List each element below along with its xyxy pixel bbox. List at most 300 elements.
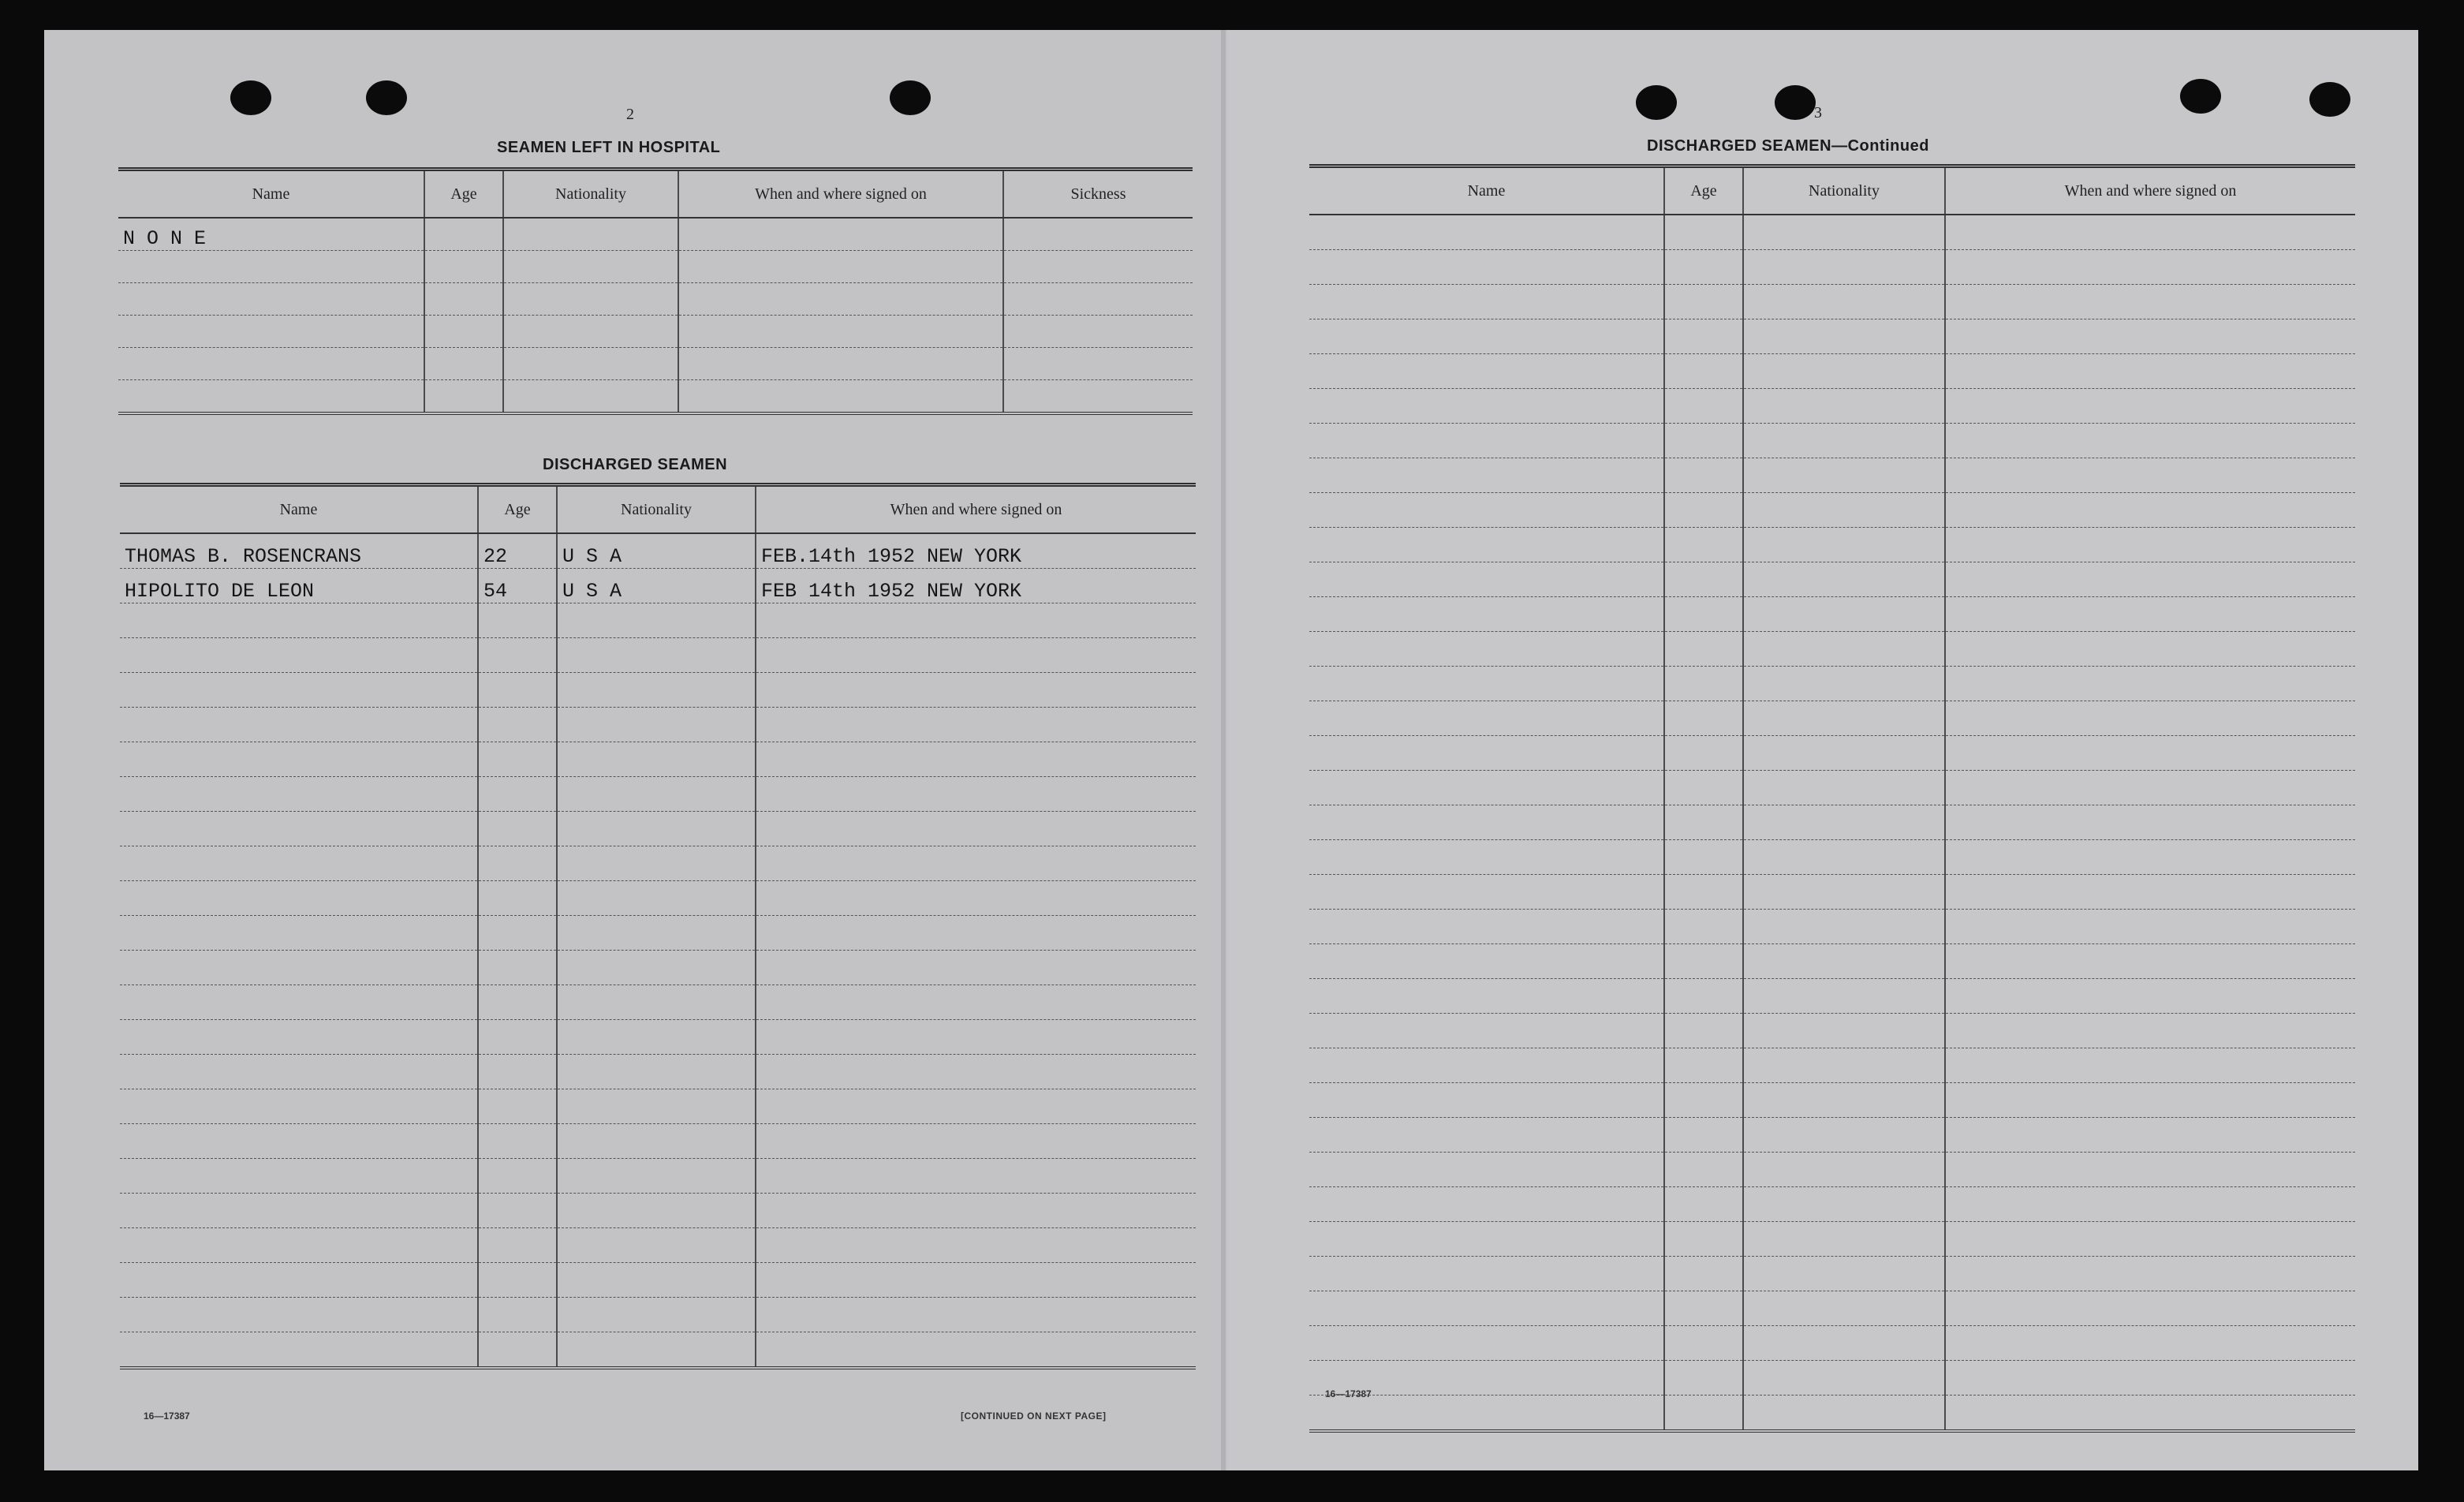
table-row: [1309, 493, 2355, 528]
table-cell: [1664, 493, 1743, 528]
table-cell: [478, 638, 557, 673]
table-row: [1309, 667, 2355, 701]
table-row: [1309, 1326, 2355, 1361]
table-row: [1309, 250, 2355, 285]
table-cell: [557, 846, 756, 881]
table-cell: [1945, 250, 2355, 285]
table-cell: [1743, 1118, 1945, 1153]
table-cell: [1743, 667, 1945, 701]
punch-hole: [1636, 85, 1677, 120]
table-cell: [1743, 875, 1945, 910]
section-title-main: DISCHARGED SEAMEN: [1647, 137, 1832, 155]
table-cell: [1743, 354, 1945, 389]
table-cell: [1664, 250, 1743, 285]
table-cell: [1309, 701, 1664, 736]
table-cell: [120, 881, 478, 916]
table-cell: [424, 283, 503, 316]
table-cell: [1664, 667, 1743, 701]
table-cell: [478, 673, 557, 708]
column-header: When and where signed on: [678, 170, 1003, 219]
discharged-table: [120, 483, 1196, 1369]
table-cell: FEB.14th 1952 NEW YORK: [756, 533, 1196, 569]
table-cell: [756, 673, 1196, 708]
table-cell: [503, 348, 678, 380]
table-cell: [756, 846, 1196, 881]
table-cell: [1743, 493, 1945, 528]
table-cell: [1003, 251, 1193, 283]
table-cell: [120, 812, 478, 846]
table-cell: [678, 218, 1003, 251]
table-cell: [424, 316, 503, 348]
table-cell: [1664, 1083, 1743, 1118]
table-row: [118, 218, 1193, 251]
table-row: [118, 380, 1193, 414]
table-cell: [756, 638, 1196, 673]
column-header: Nationality: [503, 170, 678, 219]
table-cell: [503, 251, 678, 283]
table-cell: [118, 283, 424, 316]
table-cell: [478, 1263, 557, 1298]
table-row: [120, 1124, 1196, 1159]
table-cell: [1743, 319, 1945, 354]
table-cell: U S A: [557, 533, 756, 569]
table-cell: [1945, 805, 2355, 840]
table-cell: [1664, 1222, 1743, 1257]
table-cell: [756, 1159, 1196, 1194]
column-header: Name: [118, 170, 424, 219]
table-row: [1309, 354, 2355, 389]
table-cell: [1945, 1048, 2355, 1083]
table-cell: [1743, 1222, 1945, 1257]
table-cell: [1003, 218, 1193, 251]
table-cell: [1664, 1187, 1743, 1222]
table-cell: [557, 1228, 756, 1263]
table-cell: [503, 283, 678, 316]
table-cell: [1309, 1014, 1664, 1048]
form-number: 16—17387: [1325, 1388, 1372, 1399]
table-cell: [1945, 215, 2355, 250]
table-cell: [1309, 1153, 1664, 1187]
table-cell: [1309, 875, 1664, 910]
table-row: [1309, 944, 2355, 979]
table-row: [118, 283, 1193, 316]
table-cell: [1309, 250, 1664, 285]
table-row: [1309, 389, 2355, 424]
table-cell: [1743, 840, 1945, 875]
table-cell: [1743, 1396, 1945, 1432]
table-cell: [1945, 1083, 2355, 1118]
table-cell: [118, 316, 424, 348]
table-cell: [756, 985, 1196, 1020]
table-cell: [503, 218, 678, 251]
column-header: Name: [120, 485, 478, 534]
table-row: [120, 916, 1196, 951]
table-cell: [478, 742, 557, 777]
page-number: 3: [1814, 104, 1822, 121]
table-cell: [557, 1124, 756, 1159]
table-row: [120, 985, 1196, 1020]
table-cell: [1743, 736, 1945, 771]
table-cell: [1309, 979, 1664, 1014]
table-cell: [1003, 348, 1193, 380]
table-cell: [756, 1089, 1196, 1124]
table-cell: [1664, 424, 1743, 458]
table-cell: [1309, 736, 1664, 771]
table-cell: [1309, 493, 1664, 528]
table-cell: [756, 1298, 1196, 1332]
table-cell: [1743, 1048, 1945, 1083]
table-cell: [1664, 1118, 1743, 1153]
table-cell: HIPOLITO DE LEON: [120, 569, 478, 603]
table-cell: [1309, 1048, 1664, 1083]
table-cell: [1664, 1257, 1743, 1291]
table-cell: [478, 708, 557, 742]
table-cell: [1664, 875, 1743, 910]
table-cell: [678, 283, 1003, 316]
table-cell: [424, 251, 503, 283]
table-cell: [1664, 910, 1743, 944]
table-cell: [1309, 1396, 1664, 1432]
table-cell: [424, 218, 503, 251]
table-row: [1309, 840, 2355, 875]
discharged-section-title: DISCHARGED SEAMEN: [543, 456, 728, 473]
table-cell: [756, 708, 1196, 742]
table-cell: [756, 603, 1196, 638]
table-row: [118, 316, 1193, 348]
table-cell: [1664, 1291, 1743, 1326]
table-cell: [1945, 1118, 2355, 1153]
table-cell: [756, 1124, 1196, 1159]
table-cell: [557, 603, 756, 638]
table-cell: [120, 985, 478, 1020]
table-cell: [1664, 319, 1743, 354]
hospital-section-title: SEAMEN LEFT IN HOSPITAL: [497, 139, 721, 156]
hospital-table: [118, 167, 1193, 415]
table-cell: [1309, 1222, 1664, 1257]
table-cell: [557, 916, 756, 951]
column-header: Nationality: [557, 485, 756, 534]
table-row: [120, 569, 1196, 603]
table-cell: [756, 1020, 1196, 1055]
table-cell: [1743, 215, 1945, 250]
table-cell: [118, 251, 424, 283]
table-cell: [678, 316, 1003, 348]
table-cell: [478, 1020, 557, 1055]
table-row: [1309, 632, 2355, 667]
punch-hole: [2309, 82, 2350, 117]
form-number: 16—17387: [144, 1410, 190, 1422]
column-header: Nationality: [1743, 166, 1945, 215]
table-cell: [756, 1228, 1196, 1263]
table-row: [1309, 1257, 2355, 1291]
table-cell: [1664, 840, 1743, 875]
table-cell: [1743, 979, 1945, 1014]
table-cell: [1945, 493, 2355, 528]
table-cell: [120, 1159, 478, 1194]
table-header-row: [1309, 166, 2355, 215]
table-cell: [1664, 771, 1743, 805]
table-cell: [756, 916, 1196, 951]
table-cell: [1743, 1153, 1945, 1187]
table-cell: [1664, 389, 1743, 424]
table-row: [1309, 215, 2355, 250]
table-cell: [1945, 944, 2355, 979]
table-cell: [1945, 632, 2355, 667]
table-cell: [1945, 667, 2355, 701]
table-row: [1309, 1187, 2355, 1222]
table-row: [120, 708, 1196, 742]
table-cell: [678, 348, 1003, 380]
table-cell: [1945, 354, 2355, 389]
table-cell: [1309, 319, 1664, 354]
discharged-continued-title: [1647, 137, 1929, 155]
table-cell: [1309, 458, 1664, 493]
column-header: Age: [478, 485, 557, 534]
table-cell: [1743, 250, 1945, 285]
table-row: [120, 1055, 1196, 1089]
table-cell: [1945, 1187, 2355, 1222]
punch-hole: [366, 80, 407, 115]
table-cell: [756, 742, 1196, 777]
table-cell: [1664, 1396, 1743, 1432]
table-cell: [1309, 354, 1664, 389]
column-header: Age: [1664, 166, 1743, 215]
table-cell: [120, 708, 478, 742]
table-cell: [1945, 1014, 2355, 1048]
table-cell: [1309, 562, 1664, 597]
table-cell: [557, 742, 756, 777]
table-cell: N O N E: [118, 218, 424, 251]
right-page: [1227, 30, 2418, 1470]
table-row: [1309, 1291, 2355, 1326]
table-cell: [1945, 1291, 2355, 1326]
table-cell: [557, 1298, 756, 1332]
table-cell: [1945, 1257, 2355, 1291]
page-number: 2: [626, 106, 634, 123]
punch-hole: [1775, 85, 1816, 120]
table-cell: [1945, 458, 2355, 493]
table-cell: [557, 708, 756, 742]
table-cell: [1309, 1118, 1664, 1153]
table-cell: [1664, 1326, 1743, 1361]
table-cell: [557, 1159, 756, 1194]
table-cell: [120, 1332, 478, 1369]
table-row: [1309, 805, 2355, 840]
table-row: [120, 1089, 1196, 1124]
table-row: [1309, 736, 2355, 771]
table-cell: FEB 14th 1952 NEW YORK: [756, 569, 1196, 603]
table-cell: [1945, 424, 2355, 458]
table-cell: [120, 1020, 478, 1055]
table-row: [1309, 1361, 2355, 1396]
table-header-row: [118, 170, 1193, 219]
table-cell: [557, 638, 756, 673]
table-row: [1309, 1083, 2355, 1118]
table-cell: [1003, 283, 1193, 316]
table-cell: [557, 777, 756, 812]
table-cell: [120, 951, 478, 985]
table-cell: [557, 985, 756, 1020]
table-row: [1309, 528, 2355, 562]
table-cell: [1003, 380, 1193, 414]
table-cell: [1945, 285, 2355, 319]
table-row: [120, 951, 1196, 985]
table-cell: [120, 1228, 478, 1263]
table-cell: [1743, 389, 1945, 424]
table-cell: [478, 777, 557, 812]
page-fold: [1221, 30, 1226, 1470]
table-cell: [557, 1020, 756, 1055]
table-row: [1309, 1222, 2355, 1257]
table-cell: [478, 881, 557, 916]
table-row: [120, 1020, 1196, 1055]
table-cell: [478, 1089, 557, 1124]
table-cell: [118, 380, 424, 414]
table-cell: [1743, 528, 1945, 562]
table-cell: [1743, 1361, 1945, 1396]
table-row: [120, 1228, 1196, 1263]
table-row: [118, 251, 1193, 283]
table-cell: [557, 951, 756, 985]
table-cell: [1309, 285, 1664, 319]
table-cell: [120, 673, 478, 708]
table-cell: [756, 1332, 1196, 1369]
table-cell: [678, 251, 1003, 283]
table-row: [120, 533, 1196, 569]
table-header-row: [120, 485, 1196, 534]
table-cell: [1309, 1187, 1664, 1222]
table-cell: [1003, 316, 1193, 348]
table-row: [1309, 875, 2355, 910]
table-cell: [120, 742, 478, 777]
table-cell: [1743, 944, 1945, 979]
table-cell: [1309, 944, 1664, 979]
table-cell: [1945, 1153, 2355, 1187]
table-cell: [557, 881, 756, 916]
table-cell: [1664, 1361, 1743, 1396]
table-cell: [756, 812, 1196, 846]
table-cell: [1309, 215, 1664, 250]
table-cell: [1664, 562, 1743, 597]
table-cell: [1664, 944, 1743, 979]
table-cell: [478, 1124, 557, 1159]
table-row: [1309, 910, 2355, 944]
punch-hole: [2180, 79, 2221, 114]
table-row: [120, 638, 1196, 673]
table-cell: [1664, 285, 1743, 319]
table-row: [120, 1332, 1196, 1369]
table-cell: [557, 812, 756, 846]
table-cell: [557, 1089, 756, 1124]
table-cell: [1664, 1014, 1743, 1048]
table-cell: [120, 1298, 478, 1332]
table-cell: [118, 348, 424, 380]
table-cell: [1309, 1257, 1664, 1291]
table-cell: [1945, 771, 2355, 805]
table-cell: [756, 951, 1196, 985]
table-cell: [1743, 597, 1945, 632]
table-cell: [1664, 215, 1743, 250]
table-cell: [1743, 562, 1945, 597]
table-cell: [1664, 1048, 1743, 1083]
table-cell: [478, 1332, 557, 1369]
table-row: [120, 673, 1196, 708]
table-cell: [756, 1194, 1196, 1228]
table-cell: [1743, 1083, 1945, 1118]
table-cell: [1664, 979, 1743, 1014]
table-cell: [1945, 1326, 2355, 1361]
column-header: When and where signed on: [1945, 166, 2355, 215]
table-cell: [120, 603, 478, 638]
table-cell: [1945, 1361, 2355, 1396]
table-cell: [1945, 840, 2355, 875]
document-sheet: [44, 30, 2418, 1470]
table-cell: U S A: [557, 569, 756, 603]
table-row: [1309, 597, 2355, 632]
table-cell: [1945, 701, 2355, 736]
table-cell: 22: [478, 533, 557, 569]
table-cell: [1945, 597, 2355, 632]
table-cell: [1945, 1396, 2355, 1432]
table-row: [120, 1263, 1196, 1298]
table-row: [120, 846, 1196, 881]
table-cell: [557, 673, 756, 708]
table-cell: [120, 638, 478, 673]
table-cell: [478, 812, 557, 846]
table-cell: [1743, 424, 1945, 458]
column-header: Name: [1309, 166, 1664, 215]
table-cell: [1309, 1083, 1664, 1118]
column-header: When and where signed on: [756, 485, 1196, 534]
table-cell: [1664, 632, 1743, 667]
table-cell: [120, 777, 478, 812]
table-cell: [1743, 1187, 1945, 1222]
column-header: Sickness: [1003, 170, 1193, 219]
table-cell: [1945, 979, 2355, 1014]
table-cell: [1309, 1291, 1664, 1326]
table-cell: [478, 603, 557, 638]
table-cell: [478, 1055, 557, 1089]
table-row: [1309, 1153, 2355, 1187]
section-title-suffix: —Continued: [1831, 137, 1929, 155]
discharged-continued-table: [1309, 164, 2355, 1433]
table-cell: [1743, 771, 1945, 805]
table-cell: [1309, 597, 1664, 632]
table-cell: [1664, 597, 1743, 632]
table-cell: [1743, 701, 1945, 736]
column-header: Age: [424, 170, 503, 219]
table-row: [120, 881, 1196, 916]
table-cell: [1664, 736, 1743, 771]
table-cell: [478, 985, 557, 1020]
table-row: [1309, 562, 2355, 597]
table-row: [1309, 285, 2355, 319]
table-cell: [120, 1194, 478, 1228]
table-row: [1309, 701, 2355, 736]
table-row: [120, 1298, 1196, 1332]
table-row: [118, 348, 1193, 380]
table-cell: [1945, 875, 2355, 910]
table-cell: [557, 1332, 756, 1369]
table-cell: [478, 951, 557, 985]
table-cell: [756, 777, 1196, 812]
table-cell: [1664, 701, 1743, 736]
table-cell: [120, 1089, 478, 1124]
table-cell: [478, 1228, 557, 1263]
table-cell: [1743, 805, 1945, 840]
table-cell: [1945, 736, 2355, 771]
table-cell: [1743, 1326, 1945, 1361]
